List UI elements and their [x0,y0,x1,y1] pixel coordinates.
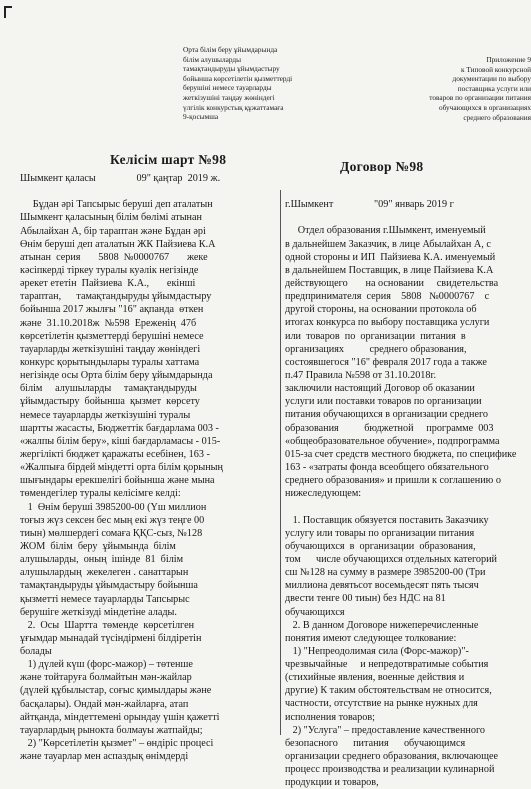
right-text-line: г.Шымкент "09" январь 2019 г [285,199,454,211]
right-text-line [285,185,531,198]
right-text-line: двести тенге 00 тиын) без НДС на 81 [285,593,446,605]
left-text-line: 1 Өнім беруші 3985200-00 (Үш миллион [20,501,207,513]
right-text-line: 015-за счет средств местного бюджета, по специфике [285,448,517,460]
right-text-line: итогах конкурса по выбору поставщика услуги [285,317,490,329]
right-text-line: нижеследующем: [285,488,362,500]
left-text-line: басқалары). Ондай мән-жайларға, атап [20,698,189,710]
left-text-line [20,185,282,198]
left-text-line: берушіге жеткізуді міндетіне алады. [20,606,177,618]
left-text-line: тауарларды жеткізушіні таңдау жөніндегі [20,343,201,355]
header-right-russian: Приложение 9 к Типовой конкурсной документации по выбору поставщика услуги или товаров по организации питания обучающихся в организациях среднего образования [429,55,531,122]
right-text-line: услугу или товары по организации питания [285,527,475,539]
left-text-line: Бұдан әрі Тапсырыс беруші деп аталатын [20,199,213,211]
right-text-line: Отдел образования г.Шымкент, именуемый [285,225,486,237]
russian-text-column [285,185,531,789]
right-text-line: 2. В данном Договоре нижеперечисленные [285,619,479,631]
right-text-line: предпринимателя серия 5808 №0000767 с [285,291,490,303]
left-text-line: тараптан, тамақтандыруды ұйымдастыру [20,291,212,303]
left-text-line: бойынша 2017 жылғы "16" ақпанда өткен [20,304,204,316]
left-text-line: және 31.10.2018ж №598 Ереженің 47б [20,317,197,329]
right-text-line: 1. Поставщик обязуется поставить Заказчику [285,514,489,526]
right-text-line: сш №128 на сумму в размере 3985200-00 (Три [285,567,486,579]
left-text-line: алушыларды, оның ішінде 81 білім [20,554,184,566]
right-text-line: организациях среднего образования, [285,343,467,355]
contract-title-kazakh: Келісім шарт №98 [110,152,227,167]
left-text-line: ұғымдар мынадай түсіндірмені білдіретін [20,632,202,644]
left-text-line: әрекет ететін Пайзиева К.А., екінші [20,278,196,290]
right-text-line: понятия имеют следующее толкование: [285,632,457,644]
right-text-line: «общеобразовательное обучение», подпрограмма [285,435,500,447]
left-text-line: тоғыз жүз сексен бес мың екі жүз теңге 00 [20,514,205,526]
left-text-line: 2. Осы Шартта төменде көрсетілген [20,619,195,631]
right-text-line [285,500,531,513]
right-text-line: миллиона девятьсот восемьдесят пять тысяч [285,580,479,592]
left-text-line: тиын) мөлшердегі сомаға ҚҚС-сыз, №128 [20,527,203,539]
left-text-line: Өнім беруші деп аталатын ЖК Пайзиева К.А [20,238,216,250]
left-text-line: «Жалпыға бірдей міндетті орта білім қорының [20,462,223,474]
right-text-line: процесс производства и реализации кулинарной [285,764,495,776]
right-text-line: обучающихся в организации образования, [285,540,476,552]
left-text-line: тауарлардың рыноктa болмауы жатпайды; [20,724,203,736]
left-text-line: төмендегілер туралы келісімге келді: [20,488,181,500]
left-text-line: ЖОМ білім беру ұйымында білім [20,540,176,552]
right-text-line: безопасного питания обучающимся [285,737,466,749]
left-text-line: жергілікті бюджет қаражаты есебінен, 163 - [20,448,210,460]
right-text-line: действующего на основании свидетельства [285,277,499,289]
right-text-line: или товаров по организации питания в [285,330,466,342]
left-text-line: тамақтандыруды ұйымдастыру бойынша [20,580,198,592]
right-text-line: 1) "Непреодолимая сила (Форс-мажор)"- [285,645,469,657]
left-text-line: немесе тауарларды жеткізушіні туралы [20,409,191,421]
left-text-line: Шымкент қаласы 09" қаңтар 2019 ж. [20,173,221,184]
right-text-line: в дальнейшем Заказчик, в лице Абылайхан А, с [285,238,491,250]
right-text-line: состоявшегося "16" февраля 2017 года а также [285,356,487,368]
right-text-line: другой стороны, на основании протокола об [285,304,477,316]
left-text-line: ұйымдастыру бойынша қызмет көрсету [20,396,200,408]
corner-mark [4,6,16,18]
right-text-line: услуги или поставки товаров по организации [285,396,482,408]
left-text-line: шығындары ерекшелігі бойынша және мына [20,475,215,487]
right-text-line: одной стороны и ИП Пайзиева К.А. именуемый [285,251,496,263]
left-text-line: болады [20,646,52,658]
right-text-line: образования бюджетной программе 003 [285,422,494,434]
left-text-line: білім алушыларды тамақтандыруды [20,383,197,395]
right-text-line: питания обучающихся в организации среднего [285,409,489,421]
left-text-line: Абылайхан А, бір тараптан және Бұдан әрі [20,225,206,237]
left-text-line: және тауарлар мен аспаздық өнімдерді [20,751,189,763]
contract-title-russian: Договор №98 [340,159,424,174]
left-text-line: конкурс қорытындылары туралы хаттама [20,356,200,368]
left-text-line: Шымкент қаласының білім бөлімі атынан [20,212,202,224]
left-text-line: алушылардың жекелеген . санаттарын [20,567,189,579]
right-text-line: том числе обучающихся отдельных категорий [285,553,497,565]
left-text-line: «жалпы білім беру», кіші бағдарламасы - 015- [20,435,221,447]
right-text-line: п.47 Правила №598 от 31.10.2018г. [285,369,437,381]
left-text-line: шартты жасасты, Бюджеттік бағдарлама 003 - [20,422,219,434]
left-text-line: айтқанда, міндеттемені орындау үшін қажетті [20,711,220,723]
right-text-line: частности, отсутствие на рынке нужных для [285,698,478,710]
right-text-line: другие) К таким обстоятельствам не относится, [285,685,492,697]
right-text-line: среднего образования» и пришли к соглашению о [285,475,501,487]
right-text-line: чрезвычайные и непредотвратимые события [285,659,489,671]
right-text-line: в дальнейшем Поставщик, в лице Пайзиева К.А [285,264,494,276]
left-text-line: (дүлей құбылыстар, соғыс қимылдары және [20,685,212,697]
left-text-line: қызметті немесе тауарларды Тапсырыс [20,593,190,605]
kazakh-text-column [20,172,282,763]
right-text-line [285,211,531,224]
left-text-line: кәсіпкерді тіркеу туралы куәлік негізінде [20,264,199,276]
left-text-line: көрсетілетін қызметтерді берушіні немесе [20,330,204,342]
left-text-line: 2) "Көрсетілетін қызмет" – өндіріс процесі [20,738,214,750]
left-text-line: атынан серия 5808 №0000767 жеке [20,251,208,263]
right-text-line: обучающихся [285,606,345,618]
right-text-line: продукции и товаров, [285,777,379,789]
right-text-line: исполнения товаров; [285,711,376,723]
left-text-line: негізінде осы Орта білім беру ұйымдарында [20,370,213,382]
right-text-line: 163 - «затраты фонда всеобщего обязательного [285,461,489,473]
right-text-line: 2) "Услуга" – предоставление качественного [285,724,485,736]
right-text-line: (стихийные явления, военные действия и [285,672,465,684]
header-left-kazakh: Орта білім беру ұйымдарында білім алушыларды тамақтандыруды ұйымдастыру бойынша көрсетілетін қызметтерді берушіні немесе тауарларды жеткізушіні таңдау жөніндегі үлгілік конкурстық құжаттамаға 9-қосымша [183,45,293,122]
right-text-line: заключили настоящий Договор об оказании [285,383,475,395]
right-text-line: организации среднего образования, включающее [285,751,499,763]
left-text-line: 1) дүлей күш (форс-мажор) – төтенше [20,659,193,671]
left-text-line: және тойтаруға болмайтын мән-жайлар [20,672,192,684]
